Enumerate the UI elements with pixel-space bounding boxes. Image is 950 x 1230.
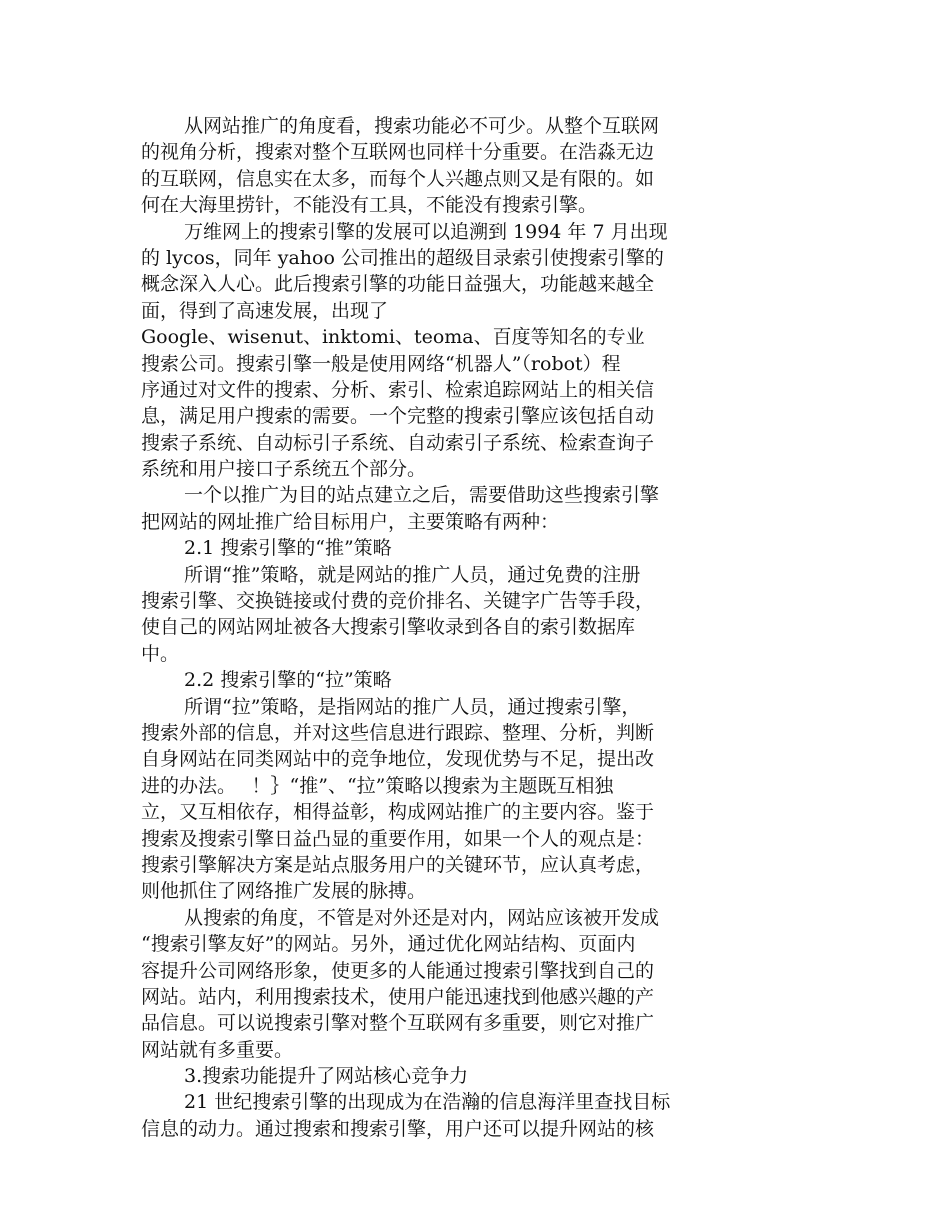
document-body (141, 113, 741, 1142)
text-line: 从搜索的角度，不管是对外还是对内，网站应该被开发成 (184, 906, 660, 929)
text-line: 搜索引擎、交换链接或付费的竞价排名、关键字广告等手段， (141, 590, 655, 613)
text-line: “搜索引擎友好”的网站。另外，通过优化网站结构、页面内 (141, 933, 636, 956)
text-line: 所谓“拉”策略，是指网站的推广人员，通过搜索引擎， (184, 695, 641, 718)
text-line: 搜索及搜索引擎日益凸显的重要作用，如果一个人的观点是： (141, 827, 655, 850)
text-line: 所谓“推”策略，就是网站的推广人员，通过免费的注册 (184, 563, 641, 586)
text-line: 21 世纪搜索引擎的出现成为在浩瀚的信息海洋里查找目标 (184, 1091, 671, 1114)
text-line: 面，得到了高速发展，出现了 (141, 299, 389, 322)
text-line: 序通过对文件的搜索、分析、索引、检索追踪网站上的相关信 (141, 378, 655, 401)
text-line: 从网站推广的角度看，搜索功能必不可少。从整个互联网 (184, 115, 660, 137)
text-line: 搜索公司。搜索引擎一般是使用网络“机器人”（robot）程 (141, 352, 621, 375)
text-line: 网站。站内，利用搜索技术，使用户能迅速找到他感兴趣的产 (141, 985, 655, 1008)
text-line: 进的办法。 ！｝“推”、“拉”策略以搜索为主题既互相独 (141, 774, 614, 797)
text-line: 万维网上的搜索引擎的发展可以追溯到 1994 年 7 月出现 (184, 220, 668, 243)
text-line: 的 lycos，同年 yahoo 公司推出的超级目录索引使搜索引擎的 (141, 246, 664, 269)
text-line: 概念深入人心。此后搜索引擎的功能日益强大，功能越来越全 (141, 273, 655, 296)
text-line: 一个以推广为目的站点建立之后，需要借助这些搜索引擎 (184, 484, 660, 507)
text-line: 搜索引擎解决方案是站点服务用户的关键环节，应认真考虑， (141, 853, 655, 876)
text-line: 立，又互相依存，相得益彰，构成网站推广的主要内容。鉴于 (141, 801, 655, 824)
text-line: 则他抓住了网络推广发展的脉搏。 (141, 880, 427, 903)
text-line: 搜索子系统、自动标引子系统、自动索引子系统、检索查询子 (141, 431, 655, 454)
text-line: Google、wisenut、inktomi、teoma、百度等知名的专业 (141, 326, 645, 349)
text-line: 中。 (141, 642, 180, 665)
text-line: 品信息。可以说搜索引擎对整个互联网有多重要，则它对推广 (141, 1012, 655, 1035)
text-line: 2.1 搜索引擎的“推”策略 (184, 537, 392, 560)
text-line: 何在大海里捞针，不能没有工具，不能没有搜索引擎。 (141, 194, 598, 217)
text-line: 网站就有多重要。 (141, 1038, 294, 1061)
text-line: 搜索外部的信息，并对这些信息进行跟踪、整理、分析，判断 (141, 721, 655, 744)
text-line: 3.搜索功能提升了网站核心竞争力 (184, 1065, 469, 1088)
text-line: 信息的动力。通过搜索和搜索引擎，用户还可以提升网站的核 (141, 1117, 655, 1140)
text-line: 使自己的网站网址被各大搜索引擎收录到各自的索引数据库 (141, 616, 636, 639)
text-line: 2.2 搜索引擎的“拉”策略 (184, 669, 392, 692)
text-line: 息，满足用户搜索的需要。一个完整的搜索引擎应该包括自动 (141, 405, 655, 428)
text-line: 自身网站在同类网站中的竞争地位，发现优势与不足，提出改 (141, 748, 655, 771)
text-line: 的视角分析，搜索对整个互联网也同样十分重要。在浩淼无边 (141, 141, 655, 164)
text-line: 容提升公司网络形象，使更多的人能通过搜索引擎找到自己的 (141, 959, 655, 982)
text-line: 系统和用户接口子系统五个部分。 (141, 458, 427, 481)
text-line: 的互联网，信息实在太多，而每个人兴趣点则又是有限的。如 (141, 167, 655, 190)
text-line: 把网站的网址推广给目标用户，主要策略有两种： (141, 510, 560, 533)
